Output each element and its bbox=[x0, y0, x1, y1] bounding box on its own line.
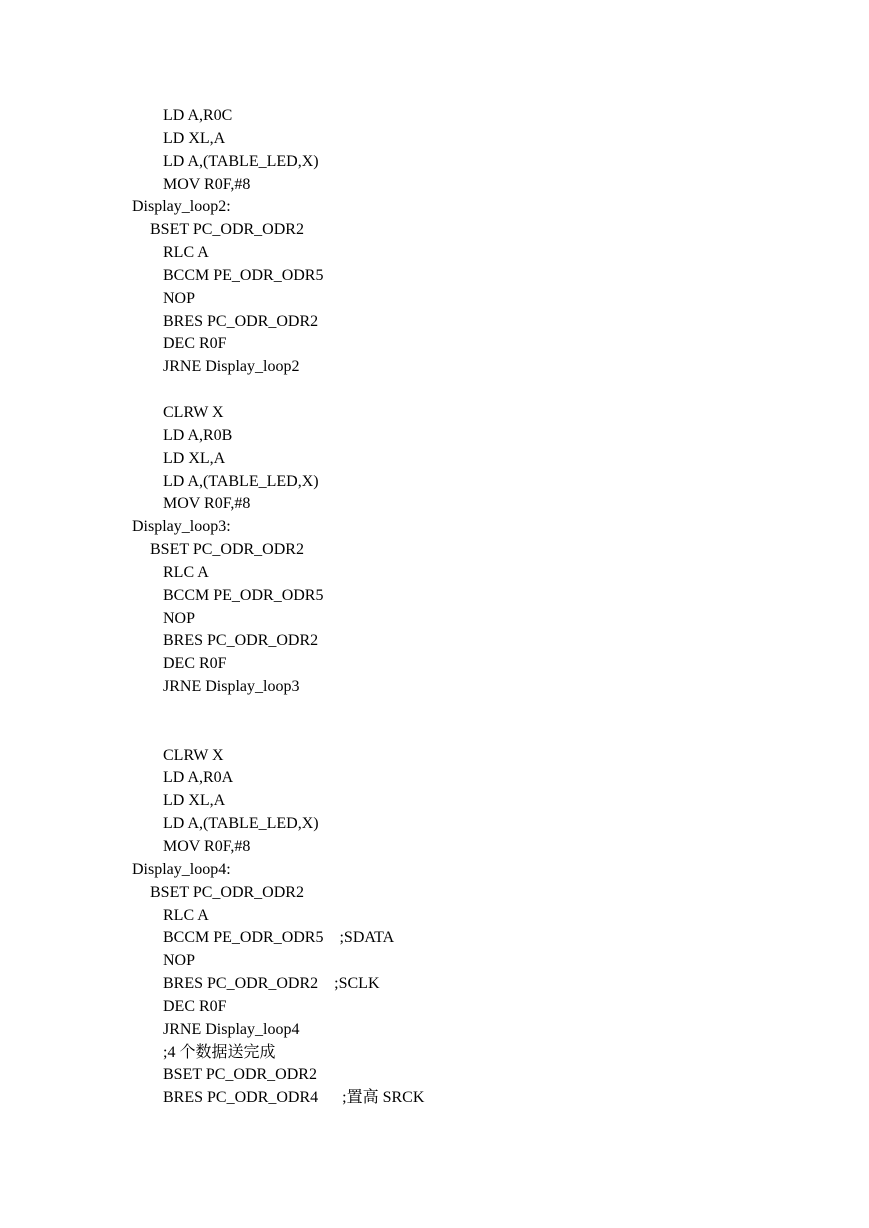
assembly-code-listing bbox=[0, 105, 869, 1110]
blank-line bbox=[0, 379, 869, 402]
code-line: NOP bbox=[163, 609, 196, 627]
code-line: BRES PC_ODR_ODR2 ;SCLK bbox=[163, 975, 380, 993]
code-line: DEC R0F bbox=[163, 655, 227, 673]
code-line: LD A,R0A bbox=[163, 769, 234, 787]
code-line: BCCM PE_ODR_ODR5 bbox=[163, 266, 324, 284]
code-line: MOV R0F,#8 bbox=[163, 838, 251, 855]
code-line: CLRW X bbox=[163, 403, 224, 421]
code-line: NOP bbox=[163, 289, 196, 307]
code-line: BSET PC_ODR_ODR2 bbox=[150, 541, 304, 559]
code-line: LD A,(TABLE_LED,X) bbox=[163, 152, 319, 170]
code-line: BRES PC_ODR_ODR2 bbox=[163, 632, 319, 650]
code-label-line: Display_loop4: bbox=[132, 860, 231, 878]
code-line: JRNE Display_loop2 bbox=[163, 358, 300, 376]
code-line: DEC R0F bbox=[163, 335, 227, 353]
code-line: LD XL,A bbox=[163, 449, 226, 467]
code-line: BRES PC_ODR_ODR4 ;置高 SRCK bbox=[163, 1089, 425, 1107]
code-line: BCCM PE_ODR_ODR5 bbox=[163, 586, 324, 604]
code-line: DEC R0F bbox=[163, 997, 227, 1015]
blank-line bbox=[0, 722, 869, 745]
code-line: MOV R0F,#8 bbox=[163, 175, 251, 193]
code-line: LD A,R0C bbox=[163, 107, 233, 124]
code-line: LD A,(TABLE_LED,X) bbox=[163, 815, 319, 833]
code-line: JRNE Display_loop4 bbox=[163, 1020, 300, 1038]
code-line: BSET PC_ODR_ODR2 bbox=[163, 1066, 317, 1084]
code-line: LD XL,A bbox=[163, 129, 226, 147]
blank-line bbox=[0, 699, 869, 722]
code-label-line: Display_loop2: bbox=[132, 198, 231, 216]
code-line: CLRW X bbox=[163, 746, 224, 764]
code-line: RLC A bbox=[163, 906, 209, 924]
code-label-line: Display_loop3: bbox=[132, 518, 231, 536]
code-line: MOV R0F,#8 bbox=[163, 495, 251, 513]
code-line: BSET PC_ODR_ODR2 bbox=[150, 221, 304, 239]
code-line: LD A,R0B bbox=[163, 426, 233, 444]
code-comment-line: ;4 个数据送完成 bbox=[163, 1043, 276, 1061]
code-line: BCCM PE_ODR_ODR5 ;SDATA bbox=[163, 929, 395, 947]
code-line: JRNE Display_loop3 bbox=[163, 678, 300, 696]
code-line: RLC A bbox=[163, 244, 209, 262]
code-line: BRES PC_ODR_ODR2 bbox=[163, 312, 319, 330]
code-line: LD A,(TABLE_LED,X) bbox=[163, 472, 319, 490]
code-line: LD XL,A bbox=[163, 792, 226, 810]
code-line: RLC A bbox=[163, 563, 209, 581]
code-line: BSET PC_ODR_ODR2 bbox=[150, 883, 304, 901]
code-line: NOP bbox=[163, 952, 196, 970]
